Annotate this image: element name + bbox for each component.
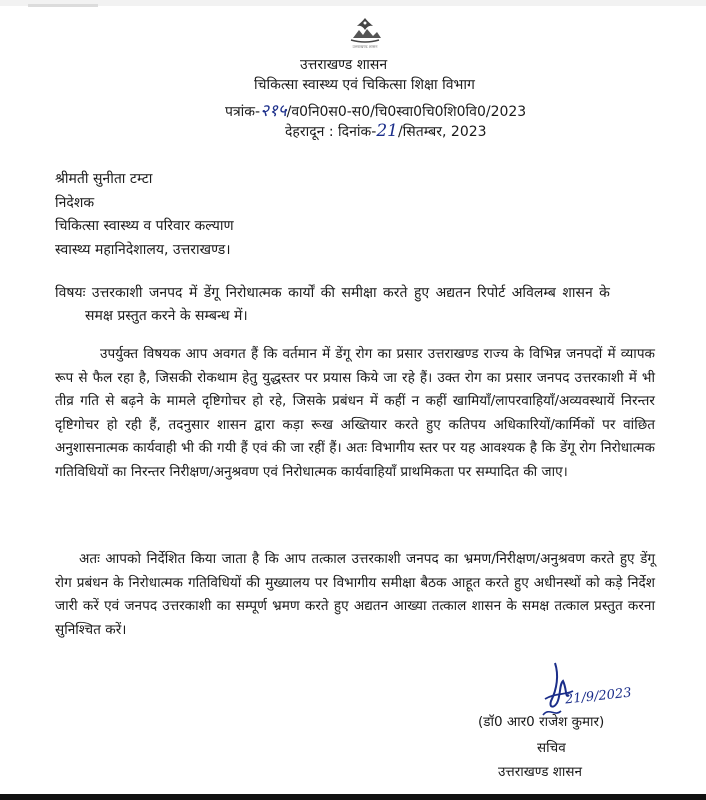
place-date-label: देहरादून : दिनांक- — [285, 124, 377, 140]
place-date — [285, 121, 487, 141]
letter-number — [225, 98, 526, 121]
signatory-government: उत्तराखण्ड शासन — [498, 764, 583, 780]
body-paragraph-2: अतः आपको निर्देशित किया जाता है कि आप तत्काल उत्तरकाशी जनपद का भ्रमण/निरीक्षण/अनुश्रवण करते हुए डेंगू रोग प्रबंधन के निरोधात्मक गतिविधियों की मुख्यालय पर विभागीय समीक्षा बैठक आहूत करते हुए अधीनस्थों को कड़े निर्देश जारी करें एवं जनपद उत्तरकाशी का सम्पूर्ण भ्रमण करते हुए अद्यतन आख्या तत्काल शासन के समक्ष तत्काल प्रस्तुत करना सुनिश्चित करें। — [55, 551, 655, 638]
date-suffix: /सितम्बर, 2023 — [397, 124, 487, 140]
subject-block — [55, 282, 655, 328]
signatory-designation: सचिव — [537, 740, 566, 756]
addressee-block — [55, 168, 234, 262]
scan-mark — [28, 4, 98, 7]
addressee-name: श्रीमती सुनीता टम्टा — [55, 171, 153, 187]
bottom-edge-strip — [0, 794, 706, 800]
addressee-designation: निदेशक — [55, 194, 95, 211]
addressee-location: स्वास्थ्य महानिदेशालय, उत्तराखण्ड। — [55, 241, 231, 258]
department-title: चिकित्सा स्वास्थ्य एवं चिकित्सा शिक्षा विभाग — [254, 77, 475, 93]
signature-date-handwritten: 21/9/2023 — [564, 685, 633, 708]
body-paragraph-1: उपर्युक्त विषयक आप अवगत हैं कि वर्तमान में डेंगू रोग का प्रसार उत्तराखण्ड राज्य के विभिन्न जनपदों में व्यापक रूप से फैल रहा है, जिसकी रोकथाम हेतु युद्धस्तर पर प्रयास किये जा रहे हैं। उक्त रोग का प्रसार जनपद उत्तरकाशी में भी तीव्र गति से बढ़ने के मामले दृष्टिगोचर हो रहे, जिसके प्रबंधन में कहीं न कहीं खामियाँ/लापरवाहियाँ/अव्यवस्थायें निरन्तर दृष्टिगोचर हो रही हैं, तदनुसार शासन द्वारा कड़ा रूख अख्तियार करते हुए कतिपय अधिकारियों/कार्मिकों पर वांछित अनुशासनात्मक कार्यवाही भी की गयी हैं एवं की जा रहीं हैं। अतः विभागीय स्तर पर यह आवश्यक है कि डेंगू रोग निरोधात्मक गतिविधियों का निरन्तर निरीक्षण/अनुश्रवण एवं निरोधात्मक कार्यवाहियाँ प्राथमिकता पर सम्पादित की जाए। — [55, 346, 655, 480]
emblem-caption: उत्तराखण्ड शासन — [352, 44, 378, 49]
subject-line-1: विषयः उत्तरकाशी जनपद में डेंगू निरोधात्मक कार्यों की समीक्षा करते हुए अद्यतन रिपोर्ट अविलम्ब शासन के — [55, 285, 610, 301]
top-edge-strip — [0, 0, 706, 6]
letter-number-suffix: /व0नि0स0-स0/चि0स्वा0चि0शि0वि0/2023 — [286, 104, 527, 120]
date-handwritten: 21 — [376, 121, 398, 141]
subject-line-2: समक्ष प्रस्तुत करने के सम्बन्ध में। — [85, 308, 248, 324]
addressee-office: चिकित्सा स्वास्थ्य व परिवार कल्याण — [55, 218, 234, 234]
state-emblem-icon — [345, 16, 385, 46]
letter-number-handwritten: २१५ — [260, 101, 287, 121]
letter-number-label: पत्रांक- — [225, 104, 261, 120]
signatory-name: (डॉ0 आर0 राजेश कुमार) — [478, 714, 605, 730]
government-title: उत्तराखण्ड शासन — [300, 57, 388, 73]
